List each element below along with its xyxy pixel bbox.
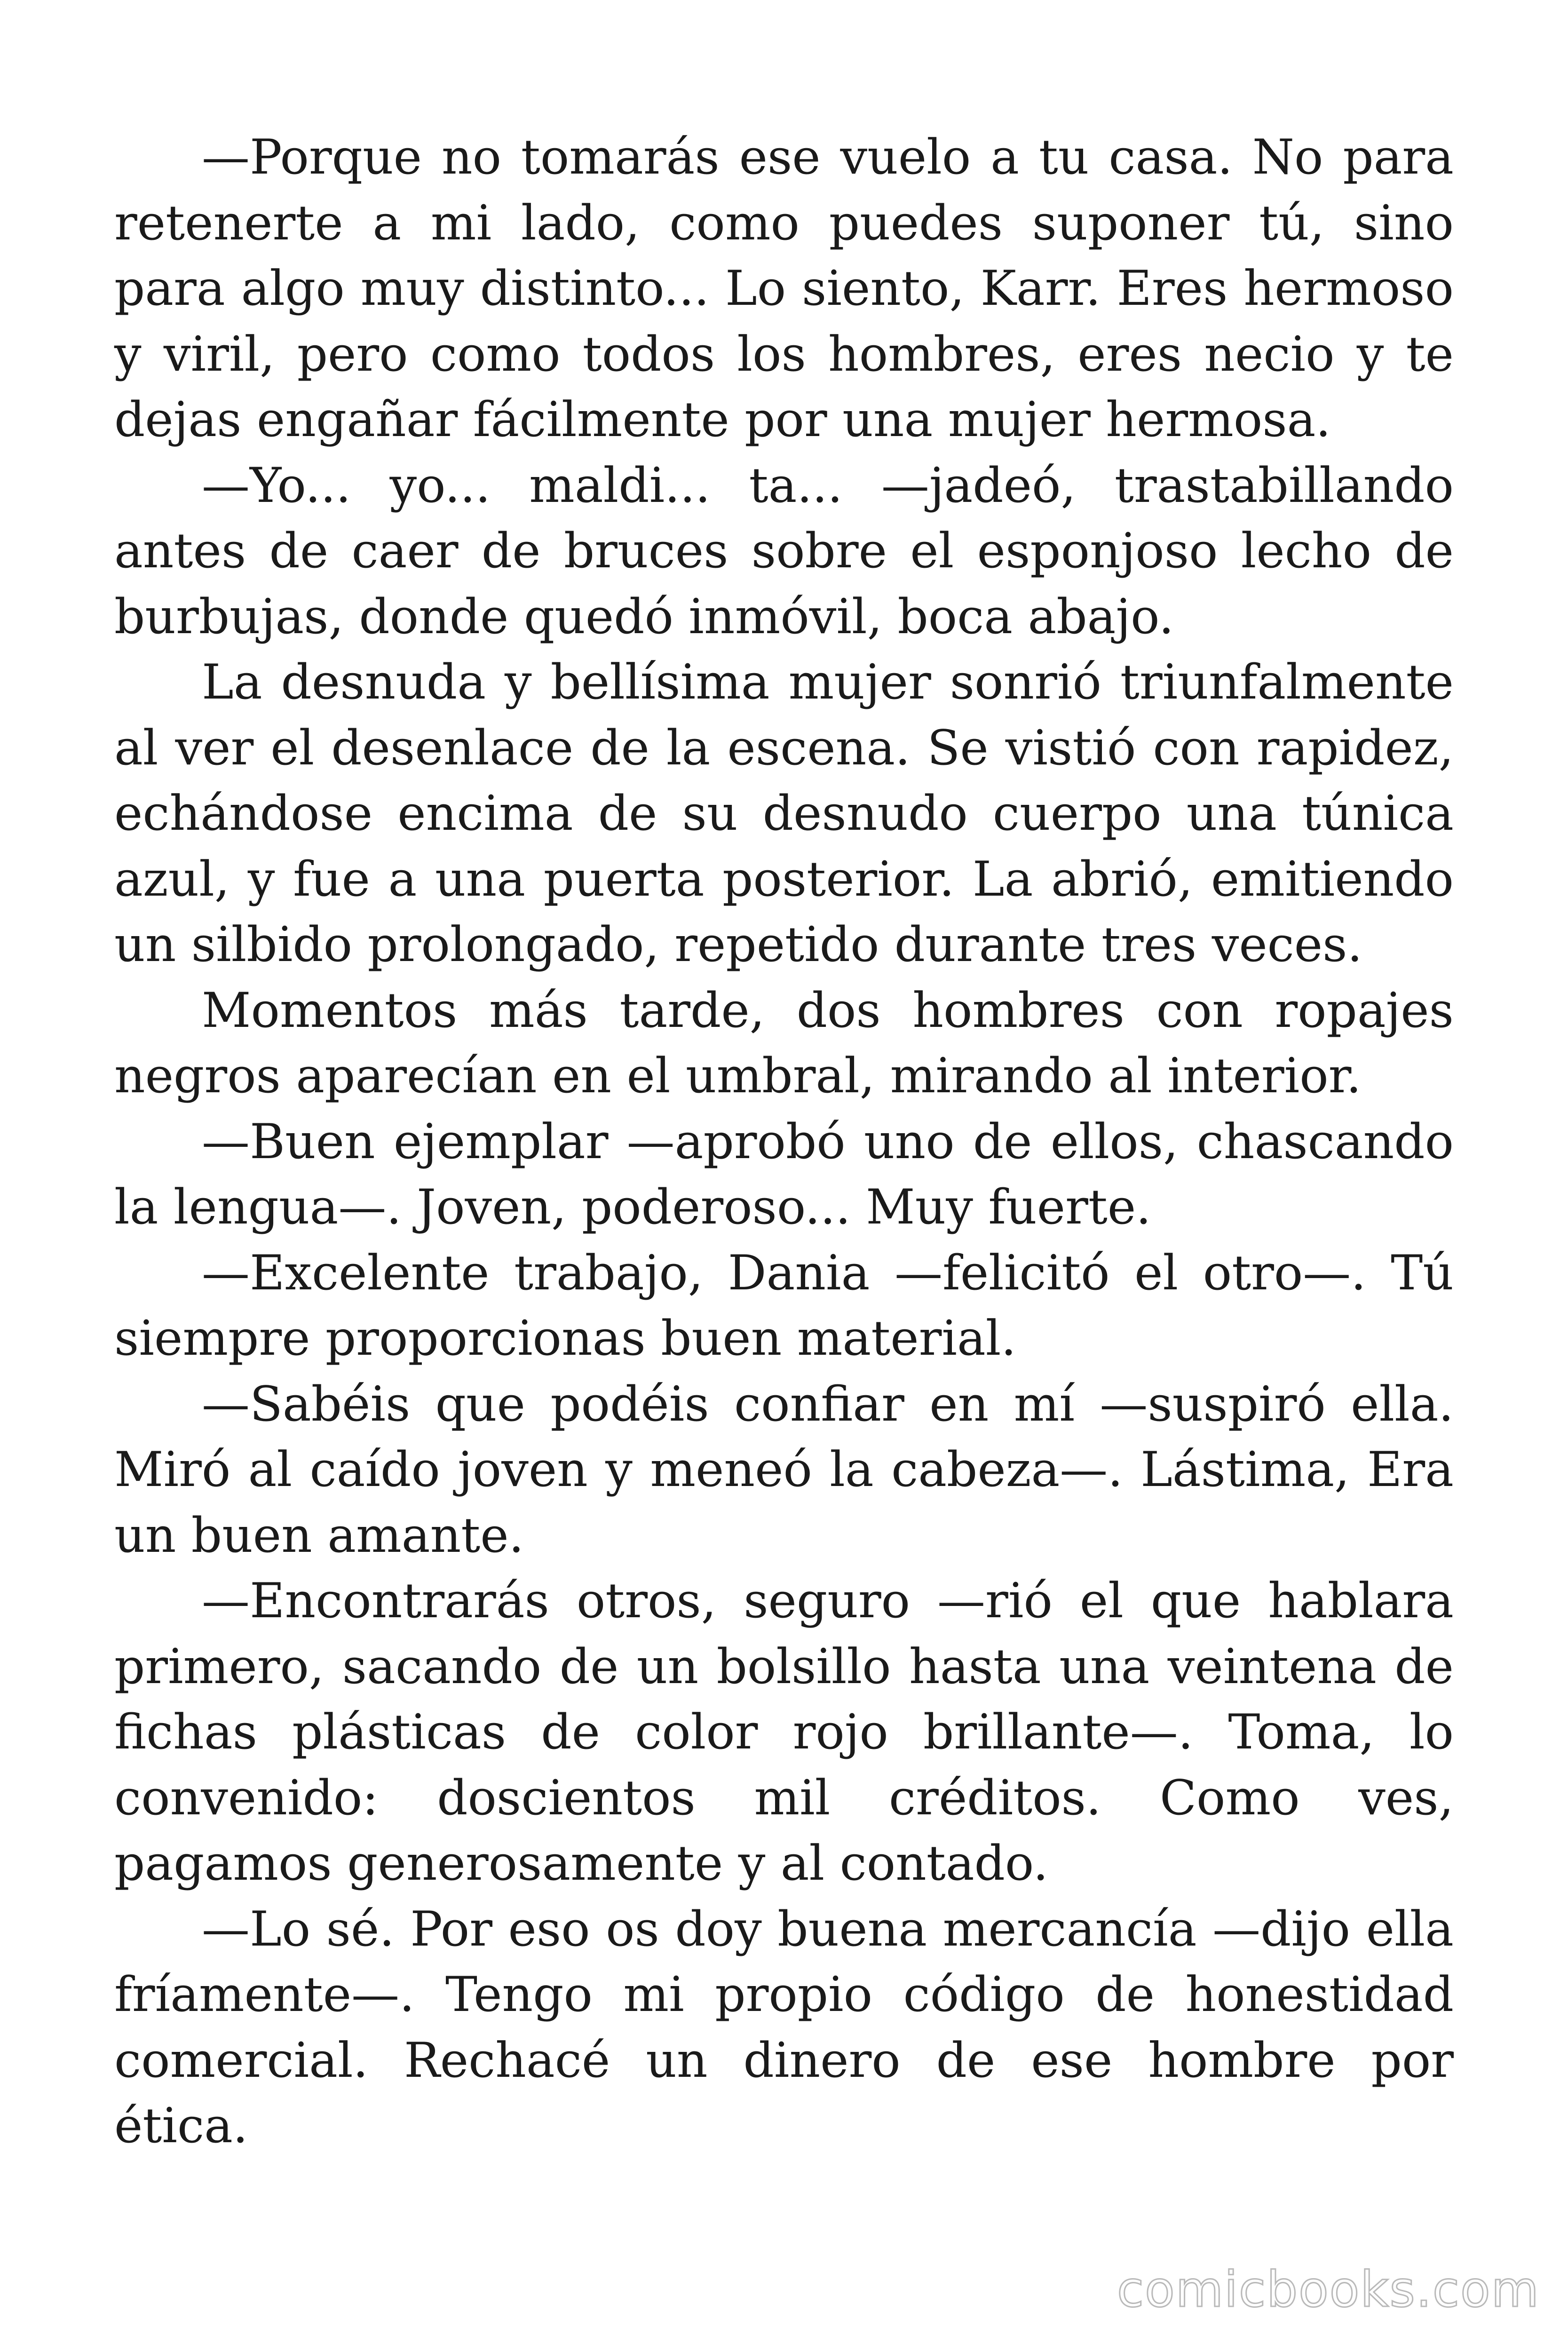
paragraph: —Buen ejemplar —aprobó uno de ellos, chascando la lengua—. Joven, poderoso... Muy fuerte. (114, 1113, 1454, 1235)
paragraph: —Porque no tomarás ese vuelo a tu casa. No para retenerte a mi lado, como puedes suponer tú, sino para algo muy distinto... Lo siento, Karr. Eres hermoso y viril, pero como todos los hombres, eres necio y te dejas engañar fácilmente por una mujer hermosa. (114, 129, 1454, 448)
paragraph: —Lo sé. Por eso os doy buena mercancía —dijo ella fríamente—. Tengo mi propio código de honestidad comercial. Rechacé un dinero de ese hombre por ética. (114, 1901, 1454, 2154)
paragraph: La desnuda y bellísima mujer sonrió triunfalmente al ver el desenlace de la escena. Se vistió con rapidez, echándose encima de su desnudo cuerpo una túnica azul, y fue a una puerta posterior. La abrió, emitiendo un silbido prolongado, repetido durante tres veces. (114, 654, 1454, 973)
paragraph: —Excelente trabajo, Dania —felicitó el otro—. Tú siempre proporcionas buen material. (114, 1245, 1454, 1367)
watermark: comicbooks.com (1117, 2261, 1540, 2318)
paragraph: —Sabéis que podéis confiar en mí —suspiró ella. Miró al caído joven y meneó la cabeza—. Lástima, Era un buen amante. (114, 1376, 1454, 1564)
body-text (114, 125, 1454, 2159)
paragraph: —Encontrarás otros, seguro —rió el que hablara primero, sacando de un bolsillo hasta una veintena de fichas plásticas de color rojo brillante—. Toma, lo convenido: doscientos mil créditos. Como ves, pagamos generosamente y al contado. (114, 1573, 1454, 1891)
paragraph: —Yo... yo... maldi... ta... —jadeó, trastabillando antes de caer de bruces sobre el esponjoso lecho de burbujas, donde quedó inmóvil, boca abajo. (114, 457, 1454, 645)
paragraph: Momentos más tarde, dos hombres con ropajes negros aparecían en el umbral, mirando al interior. (114, 982, 1454, 1104)
